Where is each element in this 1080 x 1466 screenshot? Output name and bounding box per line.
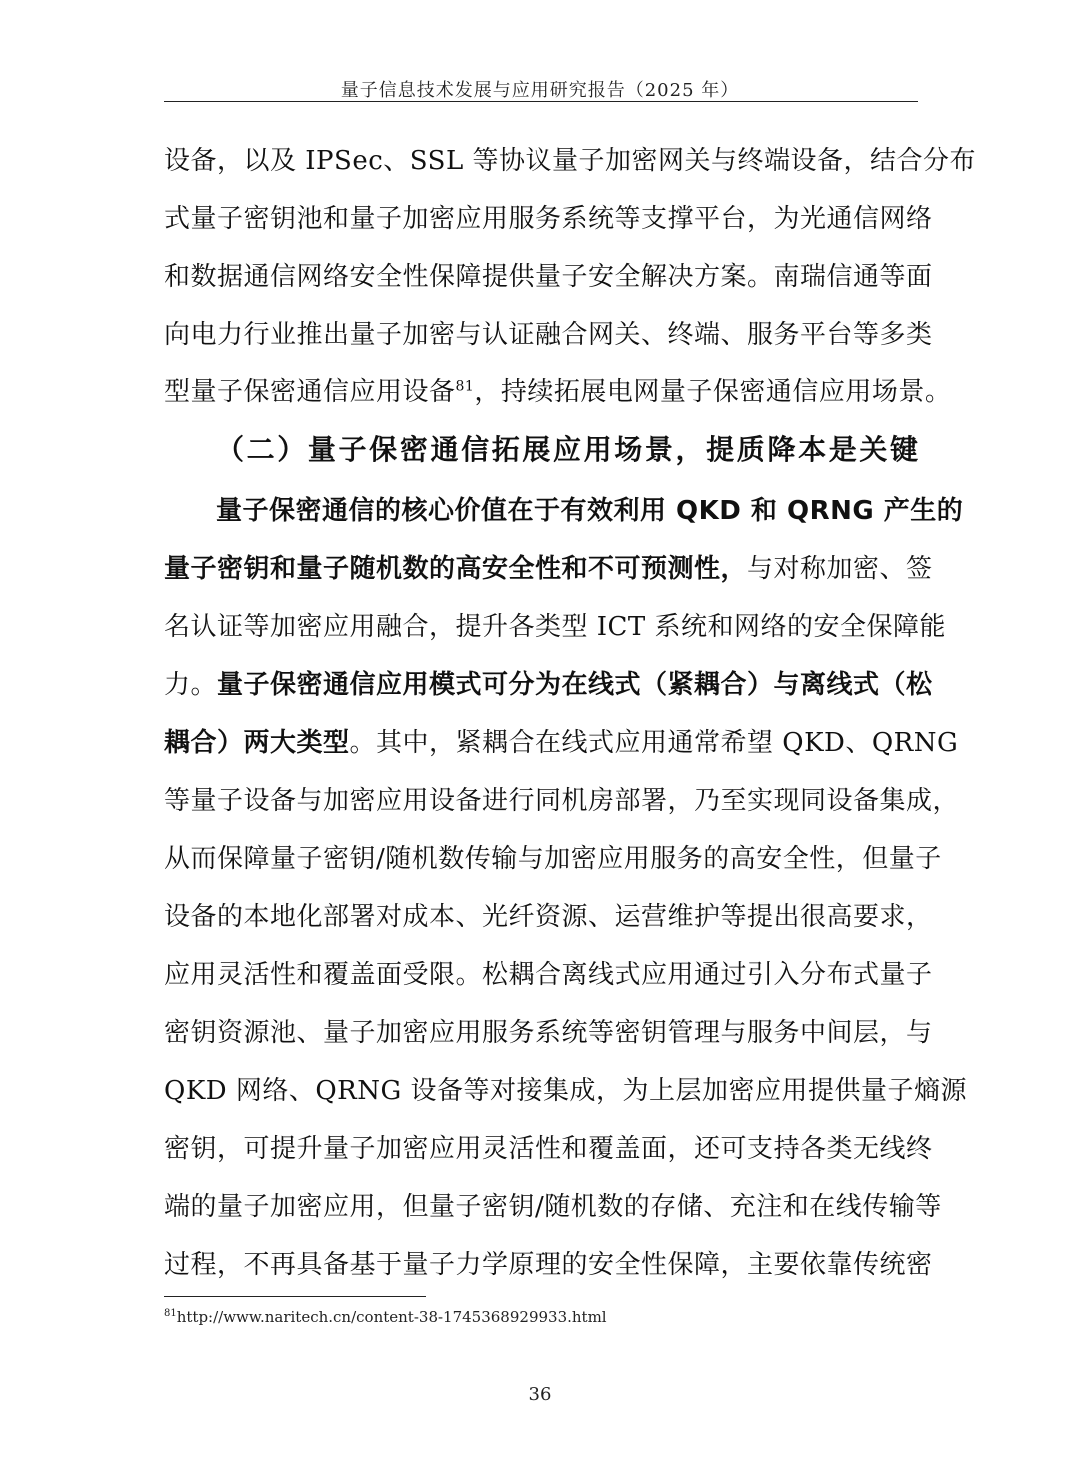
text-line: 密钥，可提升量子加密应用灵活性和覆盖面，还可支持各类无线终 [164, 1134, 933, 1164]
bold-text: 量子密钥和量子随机数的高安全性和不可预测性， [164, 554, 748, 584]
text-line: 从而保障量子密钥/随机数传输与加密应用服务的高安全性，但量子 [164, 844, 942, 874]
page-number: 36 [528, 1384, 552, 1405]
footnote-ref: 81 [455, 378, 475, 395]
text-line [164, 539, 933, 599]
footnote-url[interactable]: http://www.naritech.cn/content-38-1745368929933.html [176, 1308, 607, 1326]
text-span: 与对称加密、签 [747, 554, 933, 584]
footnote-rule [164, 1296, 426, 1297]
text-line: 端的量子加密应用，但量子密钥/随机数的存储、充注和在线传输等 [164, 1192, 942, 1222]
text-span: 型量子保密通信应用设备 [164, 377, 456, 407]
text-line [164, 655, 933, 715]
section-heading: （二）量子保密通信拓展应用场景，提质降本是关键 [216, 433, 918, 466]
header-rule [164, 101, 918, 102]
text-line: 向电力行业推出量子加密与认证融合网关、终端、服务平台等多类 [164, 320, 933, 350]
text-line: QKD 网络、QRNG 设备等对接集成，为上层加密应用提供量子熵源 [164, 1076, 968, 1106]
bold-text: 量子保密通信应用模式可分为在线式（紧耦合）与离线式（松 [217, 670, 933, 700]
text-span: ，持续拓展电网量子保密通信应用场景。 [474, 377, 952, 407]
footnote [164, 1308, 607, 1326]
text-line: 和数据通信网络安全性保障提供量子安全解决方案。南瑞信通等面 [164, 262, 933, 292]
text-line: 式量子密钥池和量子加密应用服务系统等支撑平台，为光通信网络 [164, 204, 933, 234]
bold-text: 量子保密通信的核心价值在于有效利用 QKD 和 QRNG 产生的 [216, 496, 964, 526]
bold-text: 耦合）两大类型 [164, 728, 350, 758]
footnote-number: 81 [164, 1308, 177, 1319]
text-line [164, 362, 952, 422]
text-span: 。其中，紧耦合在线式应用通常希望 QKD、QRNG [349, 728, 959, 758]
text-line: 应用灵活性和覆盖面受限。松耦合离线式应用通过引入分布式量子 [164, 960, 933, 990]
text-line [216, 481, 964, 541]
text-line: 等量子设备与加密应用设备进行同机房部署，乃至实现同设备集成， [164, 786, 960, 816]
running-header: 量子信息技术发展与应用研究报告（2025 年） [340, 80, 740, 101]
text-line [164, 713, 959, 773]
text-line: 设备，以及 IPSec、SSL 等协议量子加密网关与终端设备，结合分布 [164, 146, 976, 176]
text-line: 名认证等加密应用融合，提升各类型 ICT 系统和网络的安全保障能 [164, 612, 947, 642]
text-line: 过程，不再具备基于量子力学原理的安全性保障，主要依靠传统密 [164, 1250, 933, 1280]
text-line: 密钥资源池、量子加密应用服务系统等密钥管理与服务中间层，与 [164, 1018, 933, 1048]
text-line: 设备的本地化部署对成本、光纤资源、运营维护等提出很高要求， [164, 902, 933, 932]
text-span: 力。 [164, 670, 218, 700]
